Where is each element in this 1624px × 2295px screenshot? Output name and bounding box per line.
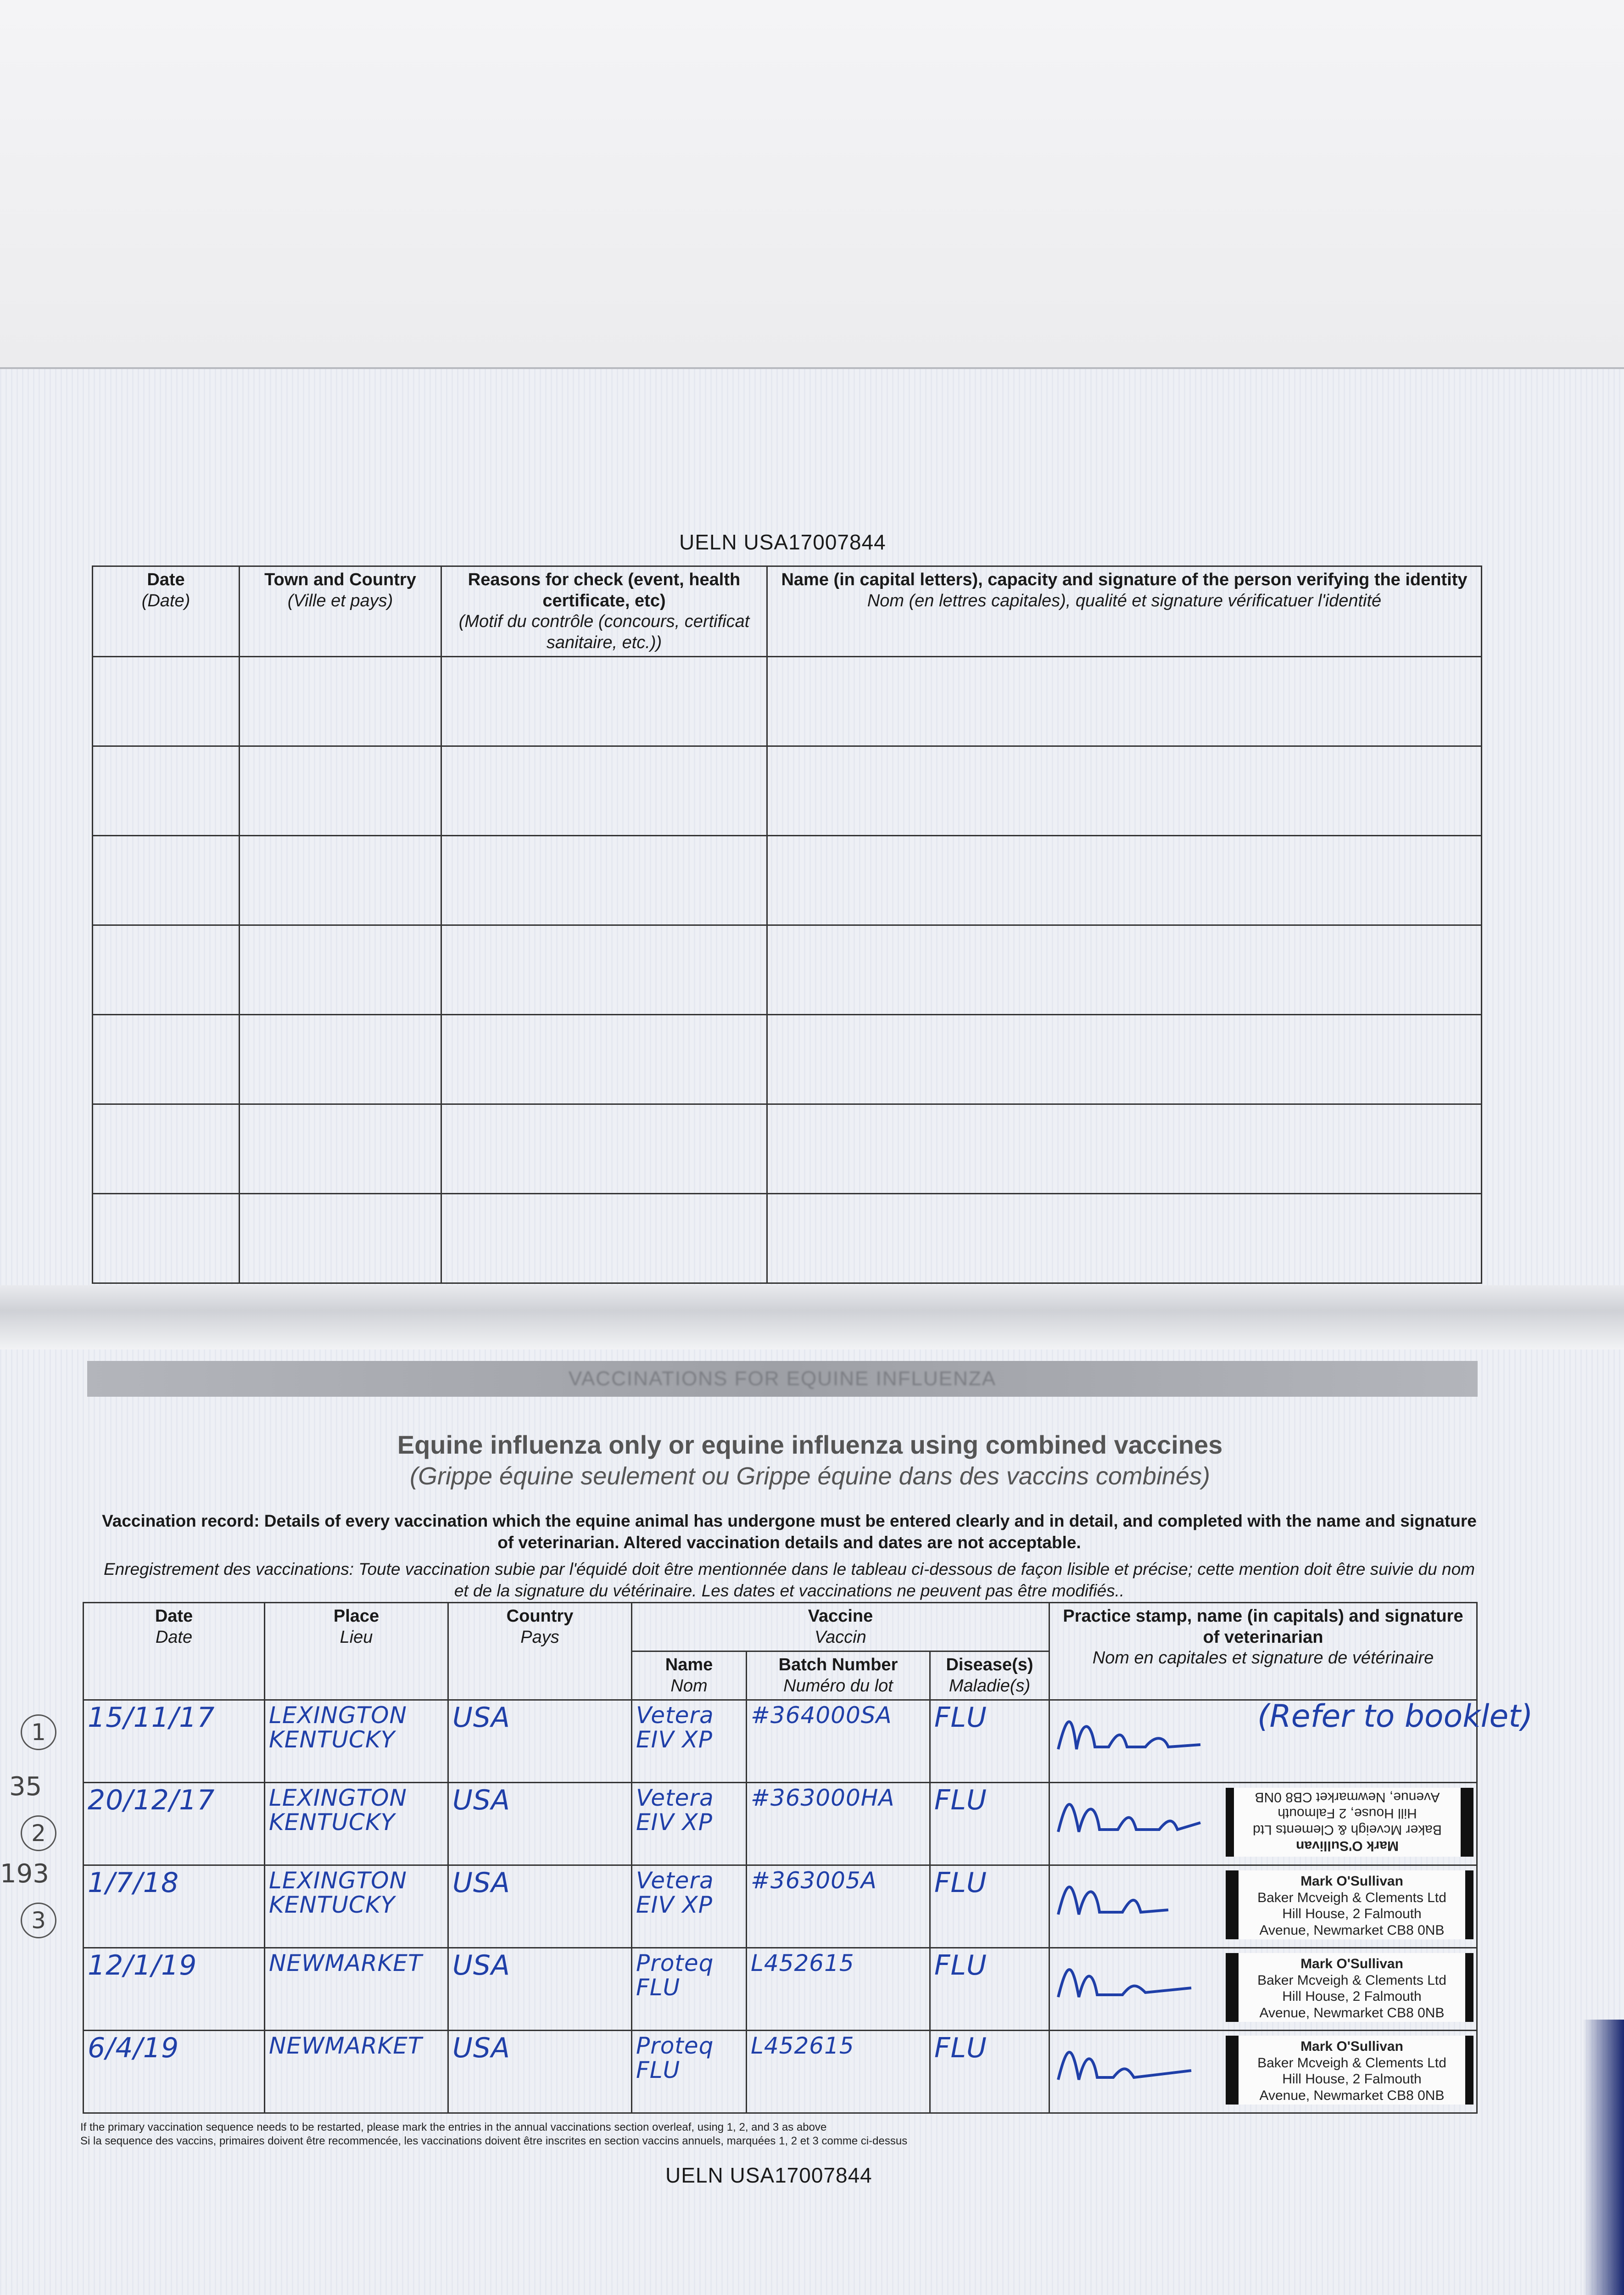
vaccination-row (84, 1865, 1477, 1948)
vet-signature (1054, 1703, 1205, 1758)
disease: FLU (934, 2032, 987, 2065)
footnote: If the primary vaccination sequence needs to be restarted, please mark the entries in the annual vaccinations section overleaf, using 1, 2, and 3 as above Si la sequence des vaccins, primaires doivent être recommencée, les vaccinations doivent être inscrites en section vaccins annuels, marquées 1, 2 et 3 comme ci-dessus (80, 2121, 908, 2147)
vet-signature (1054, 1786, 1205, 1841)
header-date: Date Date (84, 1603, 265, 1700)
vaccination-date: 20/12/17 (88, 1784, 215, 1817)
vaccination-date: 1/7/18 (88, 1867, 179, 1899)
vaccination-country: USA (452, 1784, 511, 1817)
vaccination-place: NEWMARKET (269, 2032, 423, 2060)
sequence-marker-1: 1 (21, 1714, 56, 1750)
vet-practice-stamp: Mark O'Sullivan Baker Mcveigh & Clements Ltd Hill House, 2 Falmouth Avenue, Newmarket CB8 0NB (1226, 1870, 1473, 1939)
batch-number: L452615 (751, 1950, 854, 1977)
vaccination-date: 15/11/17 (88, 1702, 215, 1734)
batch-number: #363005A (751, 1867, 877, 1894)
header-reasons: Reasons for check (event, health certificate, etc) (Motif du contrôle (concours, certificat sanitaire, etc.)) (441, 566, 767, 657)
batch-number: L452615 (751, 2032, 854, 2060)
vaccine-name: Vetera EIV XP (636, 1867, 714, 1918)
vaccination-row (84, 1783, 1477, 1865)
vaccine-name: Vetera EIV XP (636, 1785, 714, 1836)
vaccination-country: USA (452, 2032, 511, 2065)
section-title: Equine influenza only or equine influenza using combined vaccines (397, 1430, 1223, 1459)
vaccination-table (83, 1602, 1478, 2114)
vaccine-name: Proteq FLU (636, 2032, 714, 2083)
vet-signature-cell (1049, 2031, 1477, 2113)
vaccination-row (84, 2031, 1477, 2113)
identity-check-table (92, 565, 1482, 1284)
header-date: Date (Date) (93, 566, 240, 657)
vet-signature (1054, 1951, 1205, 2006)
batch-number: #364000SA (751, 1702, 892, 1729)
scanner-background (0, 0, 1624, 367)
vaccination-place: NEWMARKET (269, 1950, 423, 1977)
page-edge-shadow (1583, 2020, 1624, 2295)
header-vaccine: Vaccine Vaccin (632, 1603, 1049, 1651)
vaccination-row (84, 1948, 1477, 2031)
vaccination-date: 6/4/19 (88, 2032, 179, 2065)
identity-check-row (93, 1104, 1482, 1194)
identity-check-row (93, 836, 1482, 925)
ueln-top: UELN USA17007844 (679, 530, 886, 554)
header-batch-number: Batch Number Numéro du lot (747, 1651, 930, 1700)
disease: FLU (934, 1867, 987, 1899)
vaccination-country: USA (452, 1702, 511, 1734)
sequence-marker-2: 2 (21, 1815, 56, 1851)
vet-practice-stamp: Mark O'Sullivan Baker Mcveigh & Clements Ltd Hill House, 2 Falmouth Avenue, Newmarket CB8 0NB (1226, 2036, 1473, 2105)
identity-check-row (93, 657, 1482, 746)
header-disease: Disease(s) Maladie(s) (930, 1651, 1049, 1700)
page-fold (0, 1285, 1624, 1349)
header-country: Country Pays (448, 1603, 632, 1700)
vaccination-country: USA (452, 1949, 511, 1982)
vet-signature-cell (1049, 1865, 1477, 1948)
vet-signature (1054, 1869, 1205, 1924)
disease: FLU (934, 1949, 987, 1982)
section-banner: VACCINATIONS FOR EQUINE INFLUENZA (87, 1361, 1478, 1397)
vaccination-place: LEXINGTON KENTUCKY (269, 1702, 407, 1753)
vaccine-name: Vetera EIV XP (636, 1702, 714, 1753)
identity-check-row (93, 746, 1482, 836)
identity-check-row (93, 925, 1482, 1015)
margin-number-35: 35 (9, 1772, 42, 1802)
header-town-country: Town and Country (Ville et pays) (240, 566, 441, 657)
disease: FLU (934, 1784, 987, 1817)
vaccination-country: USA (452, 1867, 511, 1899)
handwritten-note: (Refer to booklet) (1257, 1698, 1533, 1735)
margin-number-193: 193 (0, 1859, 49, 1889)
disease: FLU (934, 1702, 987, 1734)
vet-practice-stamp: Mark O'Sullivan Baker Mcveigh & Clements Ltd Hill House, 2 Falmouth Avenue, Newmarket CB8 0NB (1226, 1788, 1473, 1857)
identity-check-row (93, 1194, 1482, 1283)
vaccination-place: LEXINGTON KENTUCKY (269, 1785, 407, 1836)
header-vaccine-name: Name Nom (632, 1651, 747, 1700)
identity-check-row (93, 1015, 1482, 1104)
vaccination-place: LEXINGTON KENTUCKY (269, 1867, 407, 1918)
header-place: Place Lieu (265, 1603, 448, 1700)
header-verifier-name: Name (in capital letters), capacity and signature of the person verifying the identity Nom (en lettres capitales), qualité et signature vérificatuer l'identité (767, 566, 1482, 657)
notice-english: Vaccination record: Details of every vaccination which the equine animal has undergone must be entered clearly and in detail, and completed with the name and signature of veterinarian. Altered vaccination details and dates are not acceptable. (102, 1511, 1477, 1552)
vaccine-name: Proteq FLU (636, 1950, 714, 2001)
vet-practice-stamp: Mark O'Sullivan Baker Mcveigh & Clements Ltd Hill House, 2 Falmouth Avenue, Newmarket CB8 0NB (1226, 1953, 1473, 2022)
sequence-marker-3: 3 (21, 1903, 56, 1938)
vaccination-date: 12/1/19 (88, 1949, 197, 1982)
ueln-bottom: UELN USA17007844 (665, 2163, 872, 2187)
vet-signature-cell (1049, 1783, 1477, 1865)
notice-french: Enregistrement des vaccinations: Toute vaccination subie par l'équidé doit être mentionnée dans le tableau ci-dessous de façon lisible et précise; cette mention doit être suivie du nom et de la signature du vétérinaire. Les dates et vaccinations ne peuvent pas être modifiés.. (103, 1560, 1475, 1601)
section-subtitle: (Grippe équine seulement ou Grippe équine dans des vaccins combinés) (409, 1462, 1210, 1490)
vet-signature-cell (1049, 1948, 1477, 2031)
identity-check-header (93, 566, 1482, 657)
vaccination-header-row (84, 1603, 1477, 1651)
batch-number: #363000HA (751, 1785, 895, 1812)
header-practice-stamp: Practice stamp, name (in capitals) and signature of veterinarian Nom en capitales et signature de vétérinaire (1049, 1603, 1477, 1700)
vet-signature (1054, 2034, 1205, 2089)
